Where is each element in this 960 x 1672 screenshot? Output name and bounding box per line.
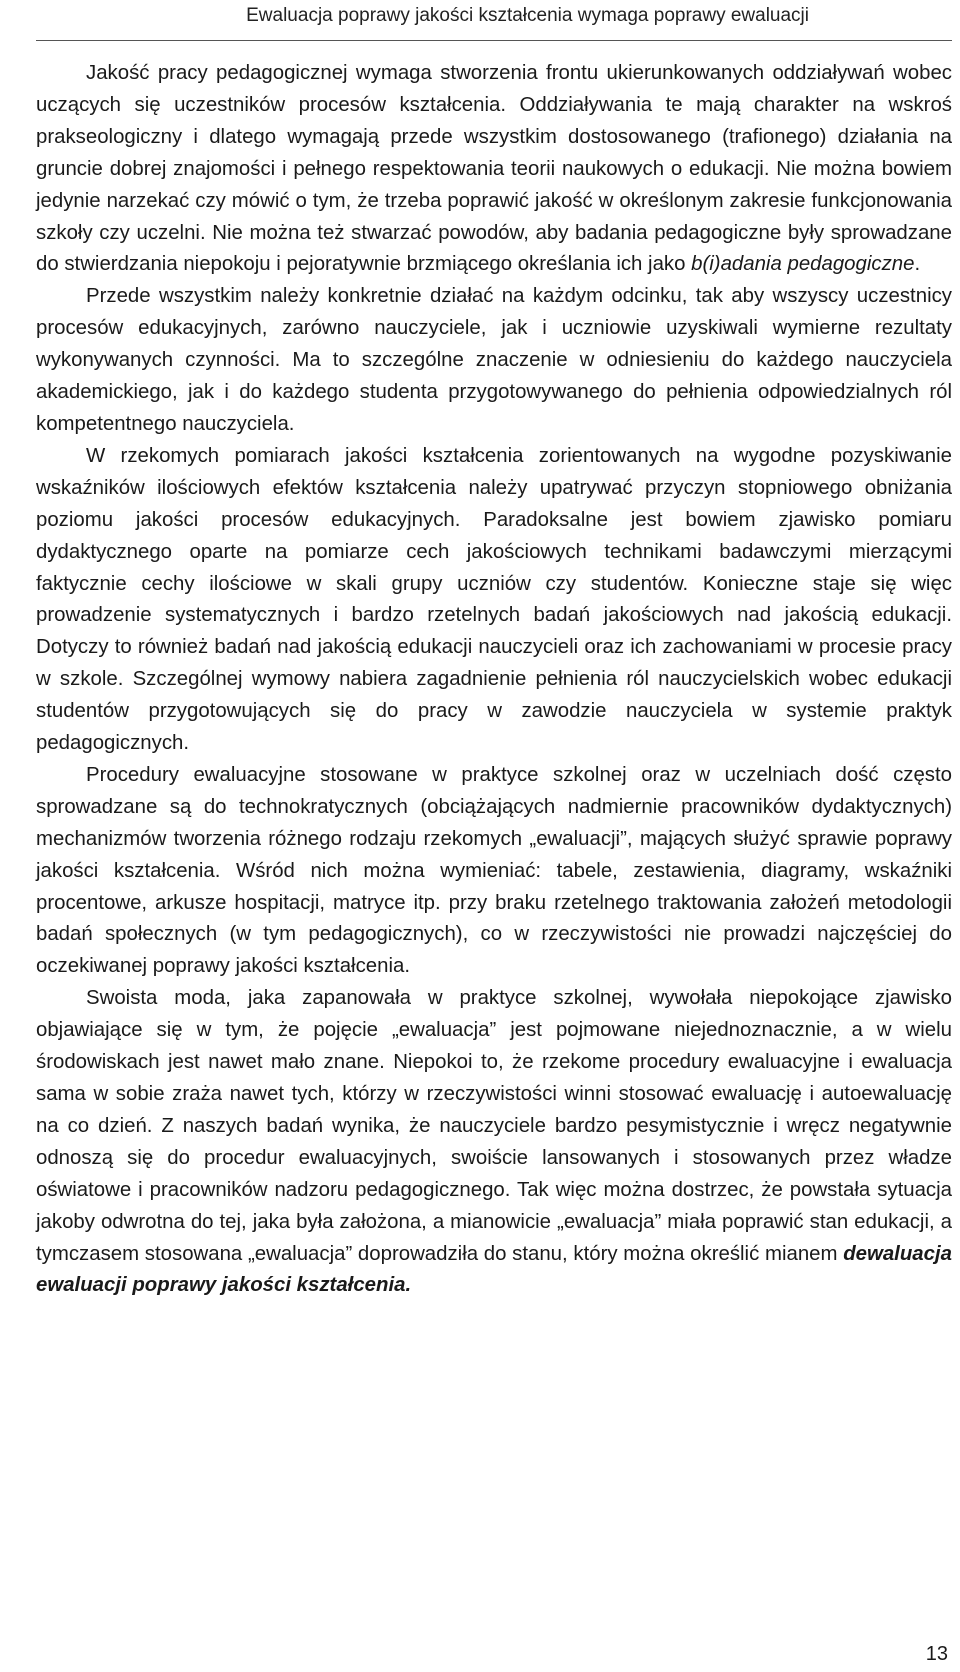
- paragraph-1-italic: b(i)adania pedagogiczne: [691, 253, 915, 276]
- paragraph-1-text: Jakość pracy pedagogicznej wymaga stworzenia frontu ukierunkowanych oddziaływań wobec uczących się uczestników procesów kształcenia. Oddziaływania te mają charakter na wskroś prakseologiczny i dlatego wymagają przede wszystkim dostosowanego (trafionego) działania na gruncie dobrej znajomości i pełnego respektowania teorii naukowych o edukacji. Nie można bowiem jedynie narzekać czy mówić o tym, że trzeba poprawić jakość w określonym zakresie funkcjonowania szkoły czy uczelni. Nie można też stwarzać powodów, aby badania pedagogiczne były sprowadzane do stwierdzania niepokoju i pejoratywnie brzmiącego określania ich jako: [36, 62, 952, 276]
- paragraph-5-bold-italic: dewaluacja ewaluacji poprawy jakości kształcenia.: [36, 1242, 952, 1297]
- header-divider: [36, 40, 952, 41]
- paragraph-5-text: Swoista moda, jaka zapanowała w praktyce szkolnej, wywołała niepokojące zjawisko objawiające się w tym, że pojęcie „ewaluacja” jest pojmowane niejednoznacznie, a w wielu środowiskach jest nawet mało znane. Niepokoi to, że rzekome procedury ewaluacyjne i ewaluacja sama w sobie zraża nawet tych, którzy w rzeczywistości winni stosować ewaluację i autoewaluację na co dzień. Z naszych badań wynika, że nauczyciele bardzo pesymistycznie i wręcz negatywnie odnoszą się do procedur ewaluacyjnych, swoiście lansowanych i stosowanych przez władze oświatowe i pracowników nadzoru pedagogicznego. Tak więc można dostrzec, że powstała sytuacja jakoby odwrotna do tej, jaka była założona, a mianowicie „ewaluacja” miała poprawić stan edukacji, a tymczasem stosowana „ewaluacja” doprowadziła do stanu, który można określić mianem: [36, 987, 952, 1265]
- paragraph-5: [36, 983, 952, 1302]
- body-text: [36, 58, 952, 1302]
- paragraph-3: [36, 441, 952, 760]
- paragraph-1: [36, 58, 952, 281]
- page-number: 13: [925, 1643, 948, 1665]
- paragraph-4-text: Procedury ewaluacyjne stosowane w praktyce szkolnej oraz w uczelniach dość często sprowadzane są do technokratycznych (obciążających nadmiernie pracowników dydaktycznych) mechanizmów tworzenia różnego rodzaju rzekomych „ewaluacji”, mających służyć sprawie poprawy jakości kształcenia. Wśród nich można wymieniać: tabele, zestawienia, diagramy, wskaźniki procentowe, arkusze hospitacji, matryce itp. przy braku rzetelnego traktowania założeń metodologii badań społecznych (w tym pedagogicznych), co w rzeczywistości nie prowadzi najczęściej do oczekiwanej poprawy jakości kształcenia.: [36, 763, 952, 978]
- paragraph-2-text: Przede wszystkim należy konkretnie działać na każdym odcinku, tak aby wszyscy uczestnicy procesów edukacyjnych, zarówno nauczyciele, jak i uczniowie uzyskiwali wymierne rezultaty wykonywanych czynności. Ma to szczególne znaczenie w odniesieniu do każdego nauczyciela akademickiego, jak i do każdego studenta przygotowywanego do pełnienia odpowiedzialnych ról kompetentnego nauczyciela.: [36, 285, 952, 435]
- paragraph-3-text: W rzekomych pomiarach jakości kształcenia zorientowanych na wygodne pozyskiwanie wskaźników ilościowych efektów kształcenia należy upatrywać przyczyn stopniowego obniżania poziomu jakości procesów edukacyjnych. Paradoksalne jest bowiem zjawisko pomiaru dydaktycznego oparte na pomiarze cech jakościowych technikami badawczymi mierzącymi faktycznie cechy ilościowe w skali grupy uczniów czy studentów. Konieczne staje się więc prowadzenie systematycznych i bardzo rzetelnych badań jakościowych nad jakością edukacji. Dotyczy to również badań nad jakością edukacji nauczycieli oraz ich zachowaniami w procesie pracy w szkole. Szczególnej wymowy nabiera zagadnienie pełnienia ról nauczycielskich wobec edukacji studentów przygotowujących się do pracy w zawodzie nauczyciela w systemie praktyk pedagogicznych.: [36, 444, 952, 755]
- paragraph-1-tail: .: [914, 253, 921, 276]
- paragraph-2: [36, 281, 952, 441]
- running-header: Ewaluacja poprawy jakości kształcenia wymaga poprawy ewaluacji: [246, 5, 809, 26]
- paragraph-4: [36, 760, 952, 983]
